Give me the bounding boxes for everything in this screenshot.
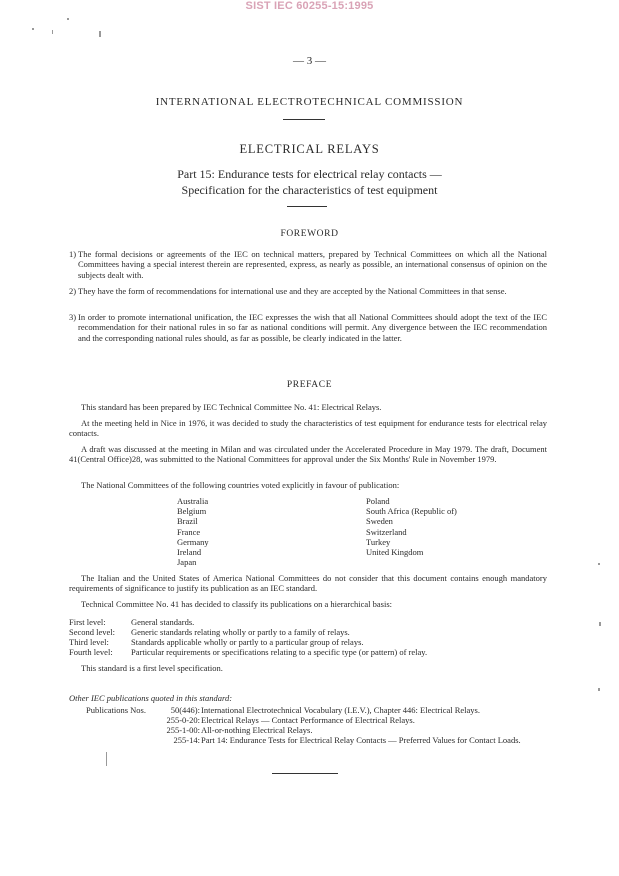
level-text: General standards. — [131, 617, 195, 627]
preface-paragraph: This standard has been prepared by IEC Technical Committee No. 41: Electrical Relays. — [81, 402, 382, 412]
divider — [283, 119, 325, 120]
foreword-item — [69, 249, 547, 281]
publication-number: 255-0-20: — [166, 715, 200, 725]
level-label: First level: — [69, 617, 106, 627]
foreword-item-number: 1) — [69, 249, 77, 259]
foreword-item — [69, 312, 547, 354]
divider — [272, 773, 338, 774]
foreword-item-text: They have the form of recommendations for international use and they are accepted by the National Committees in that sense. — [78, 286, 507, 296]
watermark: SIST IEC 60255-15:1995 — [245, 0, 374, 12]
foreword-item-text: The formal decisions or agreements of the IEC on technical matters, prepared by Technical Committees on which all the National Committees having a special interest therein are represented, express, as nearly as possible, an international consensus of opinion on the subjects dealt with. — [78, 249, 547, 280]
countries-left-list — [177, 496, 327, 567]
country-item: United Kingdom — [366, 547, 424, 558]
foreword-item-number: 2) — [69, 286, 77, 296]
level-label: Third level: — [69, 637, 109, 647]
hierarchy-level — [69, 647, 547, 658]
scan-speck — [598, 563, 600, 565]
preface-paragraph: At the meeting held in Nice in 1976, it was decided to study the characteristics of test equipment for endurance tests for electrical relay contacts. — [69, 418, 547, 439]
country-item: Germany — [177, 536, 209, 547]
foreword-item — [69, 286, 547, 308]
divider — [287, 206, 327, 207]
preface-paragraph: The Italian and the United States of America National Committees do not consider that this document contains enough mandatory requirements of significance to justify its publication as an IEC standard. — [69, 573, 547, 594]
preface-heading: PREFACE — [286, 380, 333, 390]
document-subtitle — [0, 166, 619, 198]
preface-paragraph: The National Committees of the following countries voted explicitly in favour of publication: — [81, 480, 400, 490]
scan-speck — [106, 752, 107, 766]
foreword-heading: FOREWORD — [280, 229, 339, 239]
country-item: Belgium — [177, 506, 207, 517]
subtitle-line-2: Specification for the characteristics of test equipment — [181, 183, 438, 197]
preface-paragraph: Technical Committee No. 41 has decided to classify its publications on a hierarchical basis: — [81, 599, 392, 609]
scan-speck — [598, 688, 600, 691]
country-item: Japan — [177, 557, 197, 568]
scan-speck — [32, 28, 34, 30]
level-text: Generic standards relating wholly or partly to a family of relays. — [131, 627, 350, 637]
country-item: South Africa (Republic of) — [366, 506, 457, 517]
level-label: Second level: — [69, 627, 116, 637]
level-text: Standards applicable wholly or partly to a particular group of relays. — [131, 637, 364, 647]
country-item: Sweden — [366, 516, 393, 527]
scan-speck — [52, 30, 53, 34]
country-item: France — [177, 526, 201, 537]
publication-title: Part 14: Endurance Tests for Electrical Relay Contacts — Preferred Values for Contact Loads. — [201, 735, 521, 745]
publication-title: International Electrotechnical Vocabulary (I.E.V.), Chapter 446: Electrical Relays. — [201, 705, 480, 715]
publication-title: Electrical Relays — Contact Performance of Electrical Relays. — [201, 715, 415, 725]
country-item: Switzerland — [366, 526, 407, 537]
organization-name: INTERNATIONAL ELECTROTECHNICAL COMMISSION — [155, 96, 464, 108]
scan-speck — [67, 18, 69, 20]
subtitle-line-1: Part 15: Endurance tests for electrical relay contacts — — [177, 167, 442, 181]
publications-prefix: Publications Nos. — [86, 705, 146, 715]
publication-number: 50(446): — [170, 705, 200, 715]
countries-right-list — [366, 496, 546, 557]
publication-title: All-or-nothing Electrical Relays. — [201, 725, 313, 735]
preface-paragraph: This standard is a first level specification. — [81, 663, 223, 673]
publication-number: 255-1-00: — [166, 725, 200, 735]
other-publications-heading: Other IEC publications quoted in this standard: — [69, 693, 233, 703]
foreword-item-number: 3) — [69, 312, 77, 322]
country-item: Poland — [366, 496, 390, 506]
level-label: Fourth level: — [69, 647, 113, 657]
publication-number: 255-14: — [173, 735, 200, 745]
page-number: — 3 — — [293, 55, 326, 67]
scan-speck — [599, 622, 601, 626]
preface-paragraph: A draft was discussed at the meeting in Milan and was circulated under the Accelerated Procedure in May 1979. The draft, Document 41(Central Office)28, was submitted to the National Committees for approval under the Six Months' Rule in November 1979. — [69, 444, 547, 465]
country-item: Turkey — [366, 536, 391, 547]
country-item: Ireland — [177, 547, 202, 558]
scan-speck — [99, 31, 101, 37]
foreword-item-text: In order to promote international unification, the IEC expresses the wish that all National Committees should adopt the text of the IEC recommendation for their national rules in so far as national conditions will permit. Any divergence between the IEC recommendation and the corresponding national rules should, as far as possible, be clearly indicated in the latter. — [78, 312, 547, 343]
level-text: Particular requirements or specifications relating to a specific type (or pattern) of relay. — [131, 647, 428, 657]
country-item: Australia — [177, 496, 209, 506]
document-title: ELECTRICAL RELAYS — [239, 142, 380, 156]
country-item: Brazil — [177, 516, 198, 527]
